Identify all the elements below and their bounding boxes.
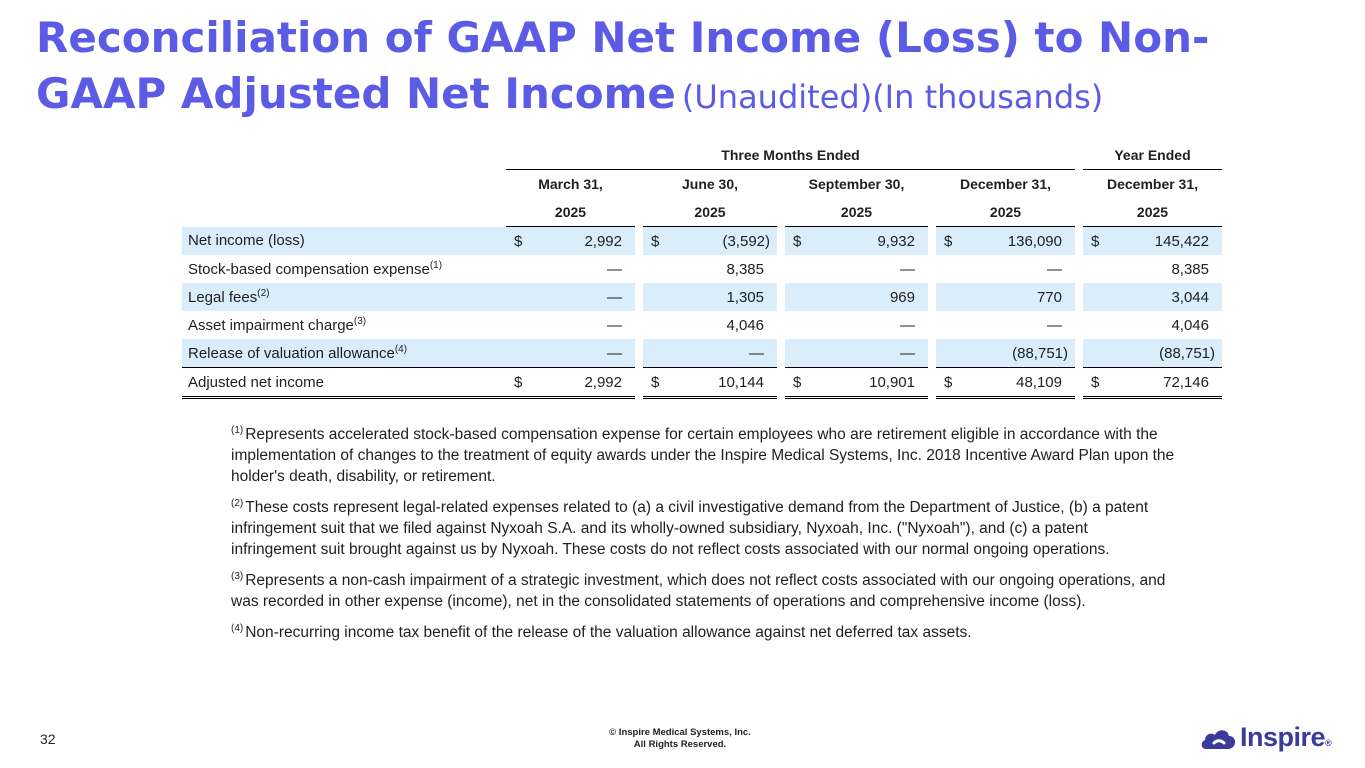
footnote bbox=[231, 622, 1176, 643]
cell-value: 136,090 bbox=[962, 227, 1068, 256]
currency-symbol bbox=[785, 255, 811, 283]
table-row bbox=[182, 311, 1222, 339]
column-gap bbox=[928, 255, 936, 283]
cell-pad bbox=[628, 283, 635, 311]
logo-text: Inspire bbox=[1240, 722, 1326, 752]
cell-pad bbox=[1215, 255, 1222, 283]
column-gap bbox=[928, 368, 936, 398]
row-label-text: Stock-based compensation expense bbox=[188, 261, 430, 278]
cell-value: — bbox=[900, 316, 915, 334]
cell-pad bbox=[921, 368, 928, 398]
col-header-month: March 31, bbox=[538, 176, 603, 192]
currency-symbol bbox=[506, 311, 532, 339]
col-header-month: December 31, bbox=[1106, 176, 1199, 192]
copyright bbox=[580, 727, 780, 751]
cell-value: 145,422 bbox=[1109, 227, 1215, 256]
cell-pad bbox=[1215, 339, 1222, 368]
table-body bbox=[182, 227, 1222, 398]
cell-pad bbox=[1215, 283, 1222, 311]
currency-symbol: $ bbox=[1083, 368, 1109, 398]
cell-pad bbox=[628, 255, 635, 283]
footnote bbox=[231, 570, 1176, 612]
copyright-line-1: © Inspire Medical Systems, Inc. bbox=[609, 727, 751, 738]
cell-value: 10,901 bbox=[811, 368, 921, 398]
column-gap bbox=[928, 227, 936, 256]
cell-value: — bbox=[1047, 260, 1062, 278]
column-gap bbox=[1075, 311, 1083, 339]
column-gap bbox=[777, 227, 785, 256]
currency-symbol bbox=[936, 283, 962, 311]
cell-pad bbox=[921, 339, 928, 368]
footnote-marker: (3) bbox=[231, 571, 244, 582]
currency-symbol bbox=[785, 339, 811, 368]
footnote-ref: (4) bbox=[394, 344, 408, 355]
currency-symbol: $ bbox=[506, 227, 532, 256]
cell-value: 1,305 bbox=[669, 283, 770, 311]
cell-value: — bbox=[811, 339, 921, 368]
cell-value: 770 bbox=[962, 283, 1068, 311]
column-gap bbox=[928, 311, 936, 339]
cell-pad bbox=[1068, 227, 1075, 256]
footnote-text: Represents accelerated stock-based compensation expense for certain employees who are retirement eligible in accordance with the implementation of changes to the treatment of equity awards under the Inspire Medical Systems, Inc. 2018 Incentive Award Plan upon the holder's death, disability, or retirement. bbox=[231, 426, 1175, 485]
column-gap bbox=[1075, 255, 1083, 283]
column-gap bbox=[1075, 283, 1083, 311]
currency-symbol: $ bbox=[785, 227, 811, 256]
currency-symbol bbox=[643, 339, 669, 368]
cell-value: — bbox=[900, 260, 915, 278]
row-label-text: Net income (loss) bbox=[188, 232, 305, 250]
col-header-year: 2025 bbox=[1083, 198, 1222, 227]
cell-pad bbox=[628, 227, 635, 256]
column-gap bbox=[635, 255, 643, 283]
footnote bbox=[231, 497, 1176, 560]
cell-pad bbox=[1215, 311, 1222, 339]
footnote-text: Represents a non-cash impairment of a strategic investment, which does not reflect costs associated with our ongoing operations, and was recorded in other expense (income), net in the consolidated statements of operations and comprehensive income (loss). bbox=[231, 572, 1166, 610]
row-label-text: Legal fees bbox=[188, 289, 258, 306]
currency-symbol bbox=[785, 311, 811, 339]
row-label bbox=[182, 255, 506, 283]
column-gap bbox=[635, 368, 643, 398]
currency-symbol bbox=[643, 311, 669, 339]
cell-value: — bbox=[669, 339, 770, 368]
col-header-year: 2025 bbox=[506, 198, 635, 227]
currency-symbol bbox=[1083, 283, 1109, 311]
cell-pad bbox=[1068, 311, 1075, 339]
cell-pad bbox=[770, 227, 777, 256]
column-gap bbox=[928, 339, 936, 368]
table-group-header-row bbox=[182, 141, 1222, 170]
row-label bbox=[182, 283, 506, 311]
footnote-text: These costs represent legal-related expenses related to (a) a civil investigative demand from the Department of Justice, (b) a patent infringement suit that we filed against Nyxoah S.A. and its wholly-owned subsidiary, Nyxoah, Inc. ("Nyxoah"), and (c) a patent infringement suit brought against us by Nyxoah. These costs do not reflect costs associated with our normal ongoing operations. bbox=[231, 499, 1149, 558]
currency-symbol bbox=[643, 255, 669, 283]
inspire-logo bbox=[1200, 722, 1340, 756]
cell-value: — bbox=[532, 283, 628, 311]
cell-pad bbox=[1215, 368, 1222, 398]
footnote-text: Non-recurring income tax benefit of the release of the valuation allowance against net deferred tax assets. bbox=[245, 624, 972, 641]
column-gap bbox=[1075, 227, 1083, 256]
cell-value: 72,146 bbox=[1109, 368, 1215, 398]
cell-pad bbox=[1068, 368, 1075, 398]
footnote-ref: (2) bbox=[257, 288, 270, 299]
logo-registered-mark: ® bbox=[1325, 738, 1332, 748]
currency-symbol bbox=[506, 339, 532, 368]
cell-value: 2,992 bbox=[532, 368, 628, 398]
footnote-ref: (3) bbox=[353, 316, 367, 327]
currency-symbol: $ bbox=[936, 368, 962, 398]
currency-symbol: $ bbox=[1083, 227, 1109, 256]
footnote-marker: (4) bbox=[231, 623, 244, 634]
cell-value: (88,751) bbox=[962, 339, 1068, 368]
cell-value: 969 bbox=[811, 283, 921, 311]
cell-pad bbox=[921, 311, 928, 339]
cell-value: 10,144 bbox=[669, 368, 770, 398]
cell-value: 48,109 bbox=[962, 368, 1068, 398]
row-label-text: Adjusted net income bbox=[188, 373, 324, 391]
cell-pad bbox=[770, 311, 777, 339]
table-row bbox=[182, 255, 1222, 283]
cell-value: — bbox=[607, 260, 622, 278]
currency-symbol: $ bbox=[643, 227, 669, 256]
title-main: Reconciliation of GAAP Net Income (Loss) to Non-GAAP Adjusted Net Income bbox=[36, 13, 1210, 118]
column-gap bbox=[777, 339, 785, 368]
cell-pad bbox=[921, 255, 928, 283]
cloud-logo-icon bbox=[1200, 725, 1238, 753]
page-number: 32 bbox=[40, 731, 56, 747]
footnote-marker: (2) bbox=[231, 498, 244, 509]
slide-title bbox=[36, 10, 1336, 125]
cell-pad bbox=[1068, 339, 1075, 368]
table-year-header-row bbox=[182, 198, 1222, 227]
cell-pad bbox=[1215, 227, 1222, 256]
column-gap bbox=[635, 311, 643, 339]
column-gap bbox=[777, 255, 785, 283]
row-label bbox=[182, 227, 506, 256]
table-month-header-row bbox=[182, 170, 1222, 199]
currency-symbol bbox=[1083, 311, 1109, 339]
currency-symbol bbox=[936, 311, 962, 339]
cell-pad bbox=[628, 339, 635, 368]
column-gap bbox=[1075, 339, 1083, 368]
cell-value: — bbox=[607, 316, 622, 334]
currency-symbol: $ bbox=[643, 368, 669, 398]
footnote-marker: (1) bbox=[231, 425, 244, 436]
row-label-text: Asset impairment charge bbox=[188, 317, 354, 334]
cell-pad bbox=[770, 339, 777, 368]
cell-value: 8,385 bbox=[726, 260, 764, 278]
column-gap bbox=[777, 283, 785, 311]
cell-pad bbox=[921, 227, 928, 256]
footnote-ref: (1) bbox=[429, 260, 443, 271]
footnotes bbox=[231, 424, 1176, 653]
cell-pad bbox=[770, 255, 777, 283]
cell-value: (3,592) bbox=[669, 227, 770, 256]
cell-value: 4,046 bbox=[726, 316, 764, 334]
table-row bbox=[182, 339, 1222, 368]
footnote bbox=[231, 424, 1176, 487]
currency-symbol bbox=[506, 283, 532, 311]
currency-symbol: $ bbox=[785, 368, 811, 398]
col-header-year: 2025 bbox=[785, 198, 928, 227]
col-header-month: December 31, bbox=[959, 176, 1052, 192]
column-gap bbox=[635, 227, 643, 256]
row-label bbox=[182, 368, 506, 398]
currency-symbol bbox=[785, 283, 811, 311]
cell-value: 8,385 bbox=[1171, 260, 1209, 278]
title-subtitle: (Unaudited)(In thousands) bbox=[681, 78, 1104, 116]
currency-symbol bbox=[506, 255, 532, 283]
currency-symbol: $ bbox=[506, 368, 532, 398]
currency-symbol bbox=[643, 283, 669, 311]
logo-wordmark bbox=[1240, 722, 1331, 753]
column-gap bbox=[1075, 368, 1083, 398]
table-row bbox=[182, 227, 1222, 256]
cell-value: 3,044 bbox=[1109, 283, 1215, 311]
currency-symbol: $ bbox=[936, 227, 962, 256]
cell-value: 2,992 bbox=[532, 227, 628, 256]
cell-value: 4,046 bbox=[1171, 316, 1209, 334]
cell-value: — bbox=[532, 339, 628, 368]
column-gap bbox=[635, 283, 643, 311]
column-gap bbox=[928, 283, 936, 311]
col-header-year: 2025 bbox=[643, 198, 777, 227]
cell-value: 9,932 bbox=[811, 227, 921, 256]
table-row bbox=[182, 368, 1222, 398]
row-label bbox=[182, 339, 506, 368]
cell-pad bbox=[1068, 283, 1075, 311]
group-three-months-ended: Three Months Ended bbox=[506, 141, 1075, 170]
cell-pad bbox=[1068, 255, 1075, 283]
currency-symbol bbox=[1083, 255, 1109, 283]
cell-pad bbox=[628, 368, 635, 398]
col-header-year: 2025 bbox=[936, 198, 1075, 227]
cell-value: — bbox=[1047, 316, 1062, 334]
currency-symbol bbox=[936, 339, 962, 368]
col-header-month: September 30, bbox=[808, 176, 905, 192]
cell-pad bbox=[770, 368, 777, 398]
group-year-ended: Year Ended bbox=[1083, 141, 1222, 170]
column-gap bbox=[777, 311, 785, 339]
reconciliation-table bbox=[182, 141, 1222, 399]
row-label-text: Release of valuation allowance bbox=[188, 345, 395, 362]
col-header-month: June 30, bbox=[681, 176, 739, 192]
column-gap bbox=[635, 339, 643, 368]
table-row bbox=[182, 283, 1222, 311]
row-label bbox=[182, 311, 506, 339]
cell-pad bbox=[921, 283, 928, 311]
cell-value: (88,751) bbox=[1109, 339, 1215, 368]
cell-pad bbox=[770, 283, 777, 311]
column-gap bbox=[777, 368, 785, 398]
currency-symbol bbox=[936, 255, 962, 283]
currency-symbol bbox=[1083, 339, 1109, 368]
copyright-line-2: All Rights Reserved. bbox=[633, 739, 727, 750]
cell-pad bbox=[628, 311, 635, 339]
